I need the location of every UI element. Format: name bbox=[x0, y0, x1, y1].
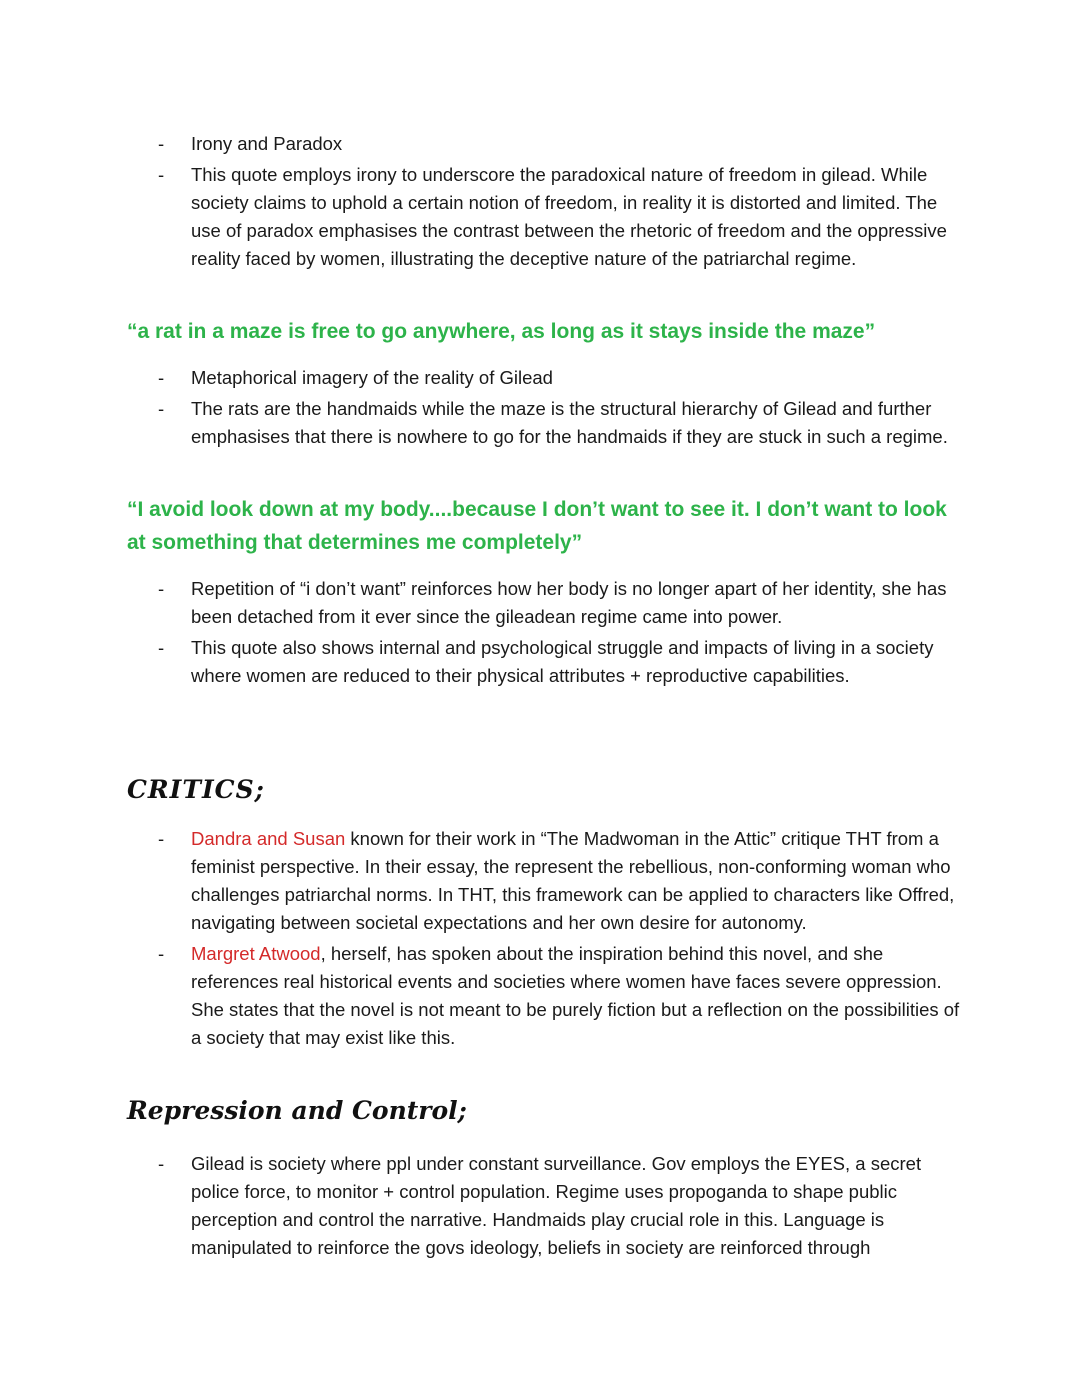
section3-list bbox=[150, 575, 950, 690]
bullet-dash: - bbox=[158, 164, 165, 185]
section1-list bbox=[150, 130, 950, 273]
list-item-text: The rats are the handmaids while the maze is the structural hierarchy of Gilead and further emphasises that there is nowhere to go for the handmaids if they are stuck in such a regime. bbox=[191, 398, 948, 447]
repression-heading: Repression and Control; bbox=[127, 1096, 467, 1125]
bullet-dash: - bbox=[158, 1153, 165, 1174]
list-item-text: This quote employs irony to underscore the paradoxical nature of freedom in gilead. While society claims to uphold a certain notion of freedom, in reality it is distorted and limited. The use of paradox emphasises the contrast between the rhetoric of freedom and the oppressive reality faced by women, illustrating the deceptive nature of the patriarchal regime. bbox=[191, 164, 947, 269]
critic-name: Margret Atwood bbox=[191, 943, 321, 964]
bullet-dash: - bbox=[158, 637, 165, 658]
bullet-dash: - bbox=[158, 367, 165, 388]
list-item bbox=[150, 575, 950, 631]
bullet-dash: - bbox=[158, 828, 165, 849]
quote-avoid-body: “I avoid look down at my body....because I don’t want to see it. I don’t want to look at something that determines me completely” bbox=[127, 498, 947, 554]
list-item bbox=[150, 161, 950, 273]
section2-list bbox=[150, 364, 950, 451]
critics-heading: CRITICS; bbox=[127, 775, 265, 804]
bullet-dash: - bbox=[158, 578, 165, 599]
list-item-text: Gilead is society where ppl under constant surveillance. Gov employs the EYES, a secret police force, to monitor + control population. Regime uses propoganda to shape public perception and control the narrative. Handmaids play crucial role in this. Language is manipulated to reinforce the govs ideology, beliefs in society are reinforced through bbox=[191, 1153, 922, 1258]
list-item-text: Irony and Paradox bbox=[191, 133, 343, 154]
list-item bbox=[150, 1150, 950, 1262]
list-item-text: Metaphorical imagery of the reality of Gilead bbox=[191, 367, 553, 388]
list-item bbox=[150, 395, 950, 451]
repression-list bbox=[150, 1150, 950, 1262]
list-item bbox=[150, 634, 950, 690]
list-item-text: , herself, has spoken about the inspiration behind this novel, and she references real historical events and societies where women have faces severe oppression. She states that the novel is not meant to be purely fiction but a reflection on the possibilities of a society that may exist like this. bbox=[191, 943, 960, 1048]
list-item bbox=[150, 940, 960, 1052]
list-item bbox=[150, 364, 950, 392]
bullet-dash: - bbox=[158, 398, 165, 419]
list-item bbox=[150, 825, 960, 937]
list-item bbox=[150, 130, 950, 158]
list-item-text: known for their work in “The Madwoman in the Attic” critique THT from a feminist perspective. In their essay, the represent the rebellious, non-conforming woman who challenges patriarchal norms. In THT, this framework can be applied to characters like Offred, navigating between societal expectations and her own desire for autonomy. bbox=[191, 828, 955, 933]
list-item-text: Repetition of “i don’t want” reinforces how her body is no longer apart of her identity, she has been detached from it ever since the gileadean regime came into power. bbox=[191, 578, 947, 627]
bullet-dash: - bbox=[158, 943, 165, 964]
bullet-dash: - bbox=[158, 133, 165, 154]
list-item-text: This quote also shows internal and psychological struggle and impacts of living in a society where women are reduced to their physical attributes + reproductive capabilities. bbox=[191, 637, 934, 686]
quote-rat-maze: “a rat in a maze is free to go anywhere, as long as it stays inside the maze” bbox=[127, 320, 876, 343]
critic-name: Dandra and Susan bbox=[191, 828, 346, 849]
critics-list bbox=[150, 825, 960, 1052]
